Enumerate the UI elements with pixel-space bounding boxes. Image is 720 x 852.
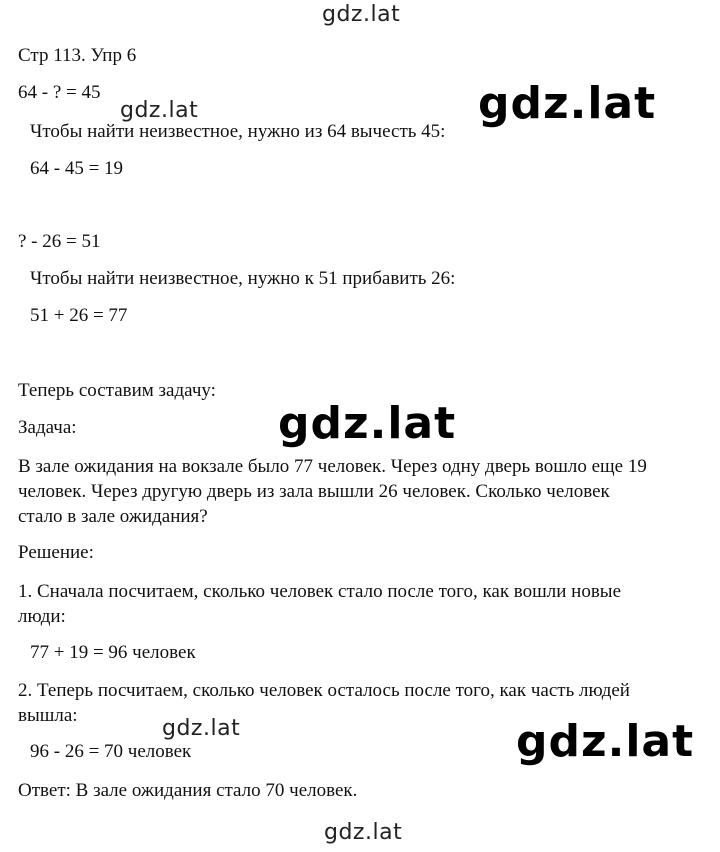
watermark-large: gdz.lat <box>516 716 695 767</box>
watermark-small: gdz.lat <box>162 716 241 741</box>
footer-watermark: gdz.lat <box>324 820 403 845</box>
step-1-text: 1. Сначала посчитаем, сколько человек стало после того, как вошли новые <box>18 581 622 602</box>
task-label: Задача: <box>18 417 77 438</box>
rule-1: Чтобы найти неизвестное, нужно из 64 вычесть 45: <box>30 121 446 142</box>
watermark-small: gdz.lat <box>120 98 199 123</box>
watermark-large: gdz.lat <box>478 78 657 129</box>
step-1-calc: 77 + 19 = 96 человек <box>30 642 196 663</box>
header-watermark: gdz.lat <box>322 2 401 27</box>
step-2-calc: 96 - 26 = 70 человек <box>30 741 192 762</box>
task-text-line: стало в зале ожидания? <box>18 506 208 527</box>
step-1-text: люди: <box>18 606 66 627</box>
task-text-line: человек. Через другую дверь из зала вышли 26 человек. Сколько человек <box>18 481 610 502</box>
equation-2: ? - 26 = 51 <box>18 231 101 252</box>
task-intro: Теперь составим задачу: <box>18 380 216 401</box>
step-2-text: вышла: <box>18 705 78 726</box>
solution-label: Решение: <box>18 542 94 563</box>
page-title: Стр 113. Упр 6 <box>18 45 137 66</box>
equation-1: 64 - ? = 45 <box>18 82 101 103</box>
solution-2: 51 + 26 = 77 <box>30 305 128 326</box>
task-text-line: В зале ожидания на вокзале было 77 человек. Через одну дверь вошло еще 19 <box>18 456 647 477</box>
step-2-text: 2. Теперь посчитаем, сколько человек осталось после того, как часть людей <box>18 680 630 701</box>
rule-2: Чтобы найти неизвестное, нужно к 51 прибавить 26: <box>30 268 456 289</box>
solution-1: 64 - 45 = 19 <box>30 158 124 179</box>
watermark-large: gdz.lat <box>278 398 457 449</box>
answer: Ответ: В зале ожидания стало 70 человек. <box>18 780 358 801</box>
